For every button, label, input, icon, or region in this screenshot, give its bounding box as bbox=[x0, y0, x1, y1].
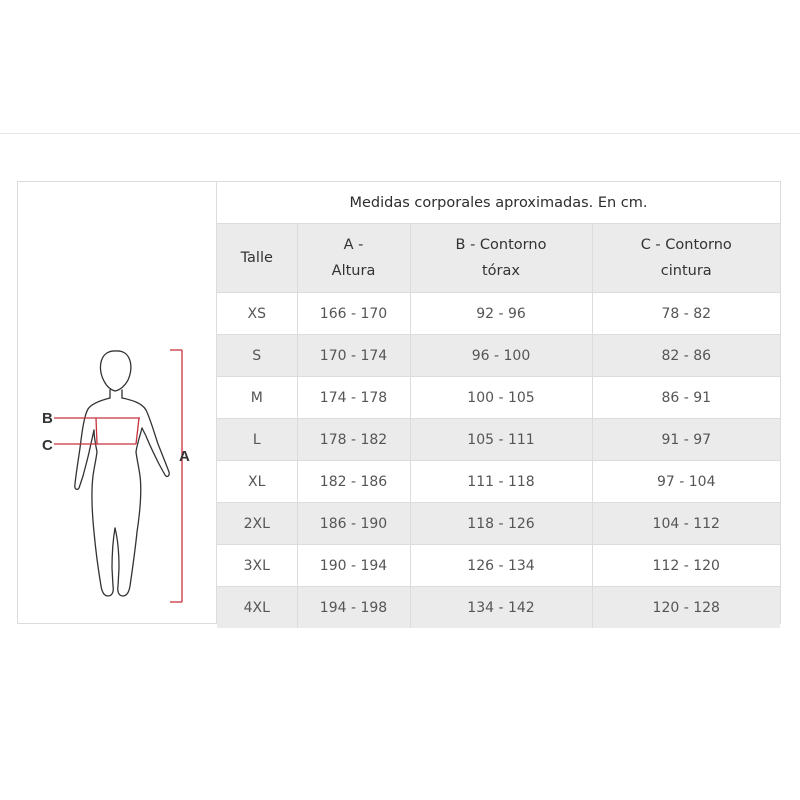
cell-cintura: 78 - 82 bbox=[592, 293, 780, 335]
cell-cintura: 91 - 97 bbox=[592, 419, 780, 461]
size-table bbox=[217, 182, 780, 628]
cell-altura: 170 - 174 bbox=[297, 335, 410, 377]
header-torax-line2: tórax bbox=[482, 263, 520, 279]
label-a: A bbox=[179, 448, 190, 465]
size-table-panel bbox=[217, 182, 780, 623]
cell-cintura: 86 - 91 bbox=[592, 377, 780, 419]
cell-talle: 4XL bbox=[217, 587, 297, 629]
table-row bbox=[217, 503, 780, 545]
cell-torax: 100 - 105 bbox=[410, 377, 592, 419]
header-altura-line2: Altura bbox=[331, 263, 376, 279]
cell-torax: 126 - 134 bbox=[410, 545, 592, 587]
header-cintura-line2: cintura bbox=[660, 263, 712, 279]
cell-talle: 2XL bbox=[217, 503, 297, 545]
table-row bbox=[217, 587, 780, 629]
cell-talle: S bbox=[217, 335, 297, 377]
cell-torax: 96 - 100 bbox=[410, 335, 592, 377]
measurement-guides bbox=[54, 350, 182, 602]
header-talle: Talle bbox=[217, 224, 297, 293]
cell-altura: 174 - 178 bbox=[297, 377, 410, 419]
cell-altura: 190 - 194 bbox=[297, 545, 410, 587]
cell-talle: 3XL bbox=[217, 545, 297, 587]
table-row bbox=[217, 545, 780, 587]
header-cintura bbox=[592, 224, 780, 293]
header-torax bbox=[410, 224, 592, 293]
cell-cintura: 97 - 104 bbox=[592, 461, 780, 503]
cell-torax: 134 - 142 bbox=[410, 587, 592, 629]
cell-cintura: 112 - 120 bbox=[592, 545, 780, 587]
table-row bbox=[217, 293, 780, 335]
cell-talle: M bbox=[217, 377, 297, 419]
header-altura-line1: A - bbox=[343, 237, 364, 253]
table-row bbox=[217, 419, 780, 461]
size-chart bbox=[17, 181, 781, 624]
cell-altura: 178 - 182 bbox=[297, 419, 410, 461]
table-header-row bbox=[217, 224, 780, 293]
cell-torax: 105 - 111 bbox=[410, 419, 592, 461]
table-row bbox=[217, 377, 780, 419]
header-cintura-line1: C - Contorno bbox=[640, 237, 732, 253]
cell-torax: 118 - 126 bbox=[410, 503, 592, 545]
label-b: B bbox=[42, 410, 53, 427]
body-outline bbox=[75, 351, 169, 596]
table-row bbox=[217, 335, 780, 377]
label-c: C bbox=[42, 437, 53, 454]
header-altura bbox=[297, 224, 410, 293]
cell-cintura: 120 - 128 bbox=[592, 587, 780, 629]
table-caption-row bbox=[217, 182, 780, 224]
table-caption: Medidas corporales aproximadas. En cm. bbox=[217, 182, 780, 224]
cell-altura: 194 - 198 bbox=[297, 587, 410, 629]
top-divider bbox=[0, 133, 800, 134]
cell-altura: 166 - 170 bbox=[297, 293, 410, 335]
cell-torax: 92 - 96 bbox=[410, 293, 592, 335]
cell-altura: 186 - 190 bbox=[297, 503, 410, 545]
cell-cintura: 82 - 86 bbox=[592, 335, 780, 377]
cell-talle: L bbox=[217, 419, 297, 461]
cell-altura: 182 - 186 bbox=[297, 461, 410, 503]
cell-cintura: 104 - 112 bbox=[592, 503, 780, 545]
body-silhouette-icon bbox=[18, 182, 217, 625]
cell-torax: 111 - 118 bbox=[410, 461, 592, 503]
body-figure-panel bbox=[18, 182, 217, 623]
cell-talle: XS bbox=[217, 293, 297, 335]
header-torax-line1: B - Contorno bbox=[455, 237, 547, 253]
table-row bbox=[217, 461, 780, 503]
cell-talle: XL bbox=[217, 461, 297, 503]
